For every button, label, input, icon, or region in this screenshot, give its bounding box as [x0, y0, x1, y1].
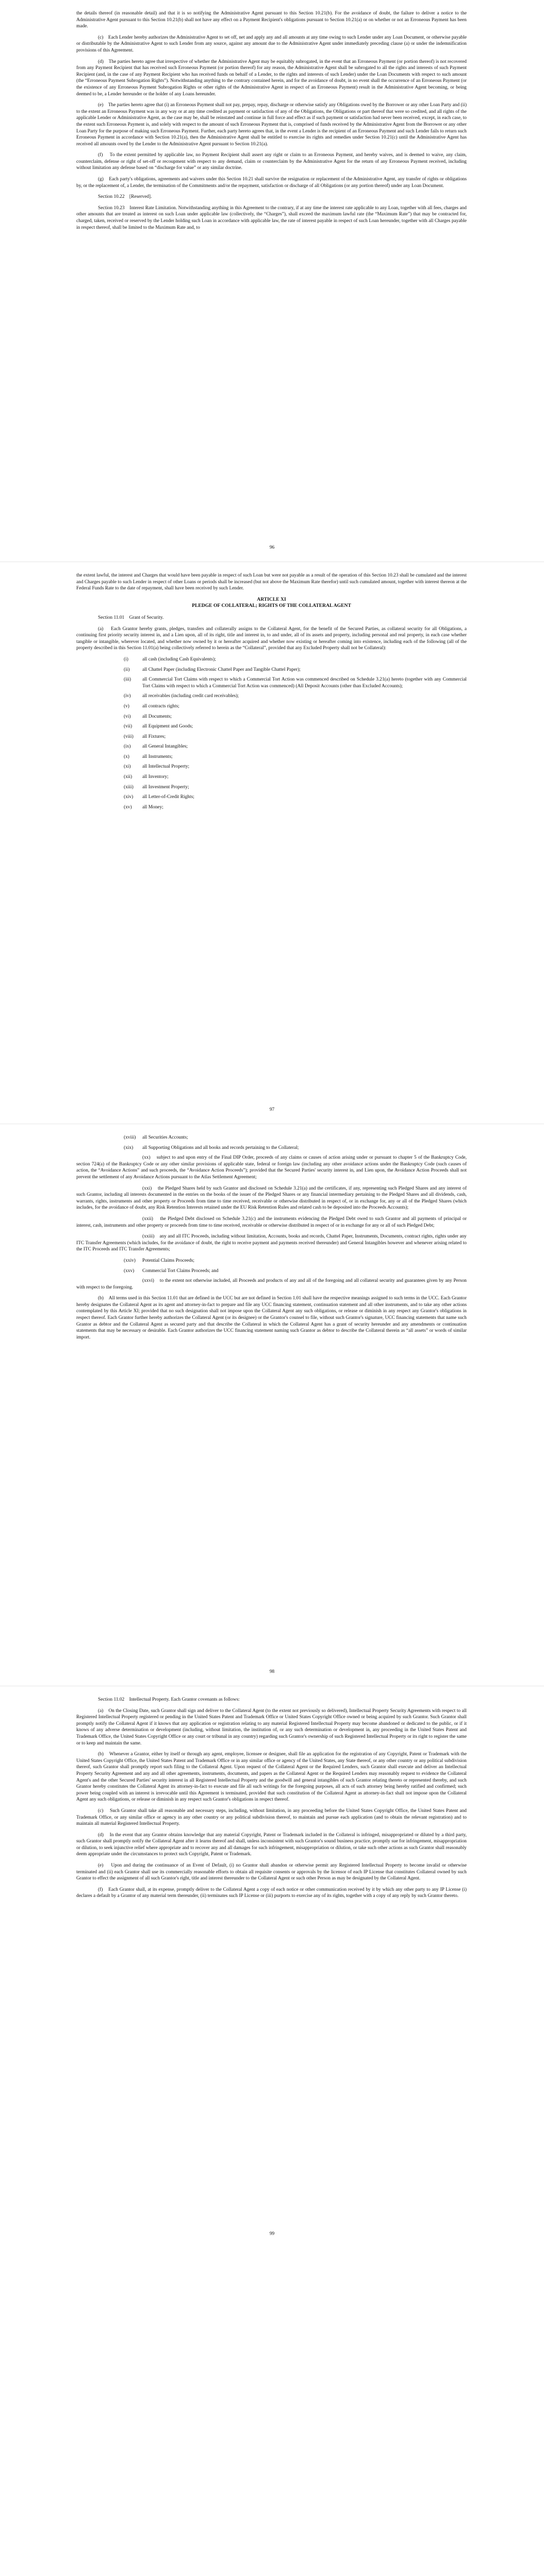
list-item: (xv) all Money;: [124, 804, 163, 810]
list-item: (xi) all Intellectual Property;: [124, 764, 190, 770]
list-item: (xxiv) Potential Claims Proceeds;: [124, 1258, 195, 1263]
paragraph: (e) The parties hereto agree that (i) an Erroneous Payment shall not pay, prepay, repay, discharge or otherwise satisfy any Obligations owed by the Borrower or any other Loan Party and (ii) to the extent an Erroneous Payment was in any way or at any time credited as payment or satisfaction of any of the Obligations, the Obligations or part thereof that were so credited, and all rights of the applicable Lender or Administrative Agent, as the case may be, shall be reinstated and continue in full force and effect as if such payment or satisfaction had never been received, except, in each case, to the extent such Erroneous Payment is, and solely with respect to the amount of such Erroneous Payment that is, comprised of funds received by the Administrative Agent from the Borrower or any other Loan Party for the purpose of making such Erroneous Payment. Further, each party hereto agrees that, in the event a Lender is the recipient of an Erroneous Payment and such Lender fails to return such Erroneous Payment in accordance with Section 10.21(a), then the Administrative Agent shall be entitled to exercise its rights and remedies under Section 10.21(c) until the Administrative Agent has received all amounts owed by the Lender to the Administrative Agent pursuant to Section 10.21(a).: [76, 103, 467, 147]
paragraph: (f) Each Grantor shall, at its expense, promptly deliver to the Collateral Agent a copy of each notice or other communication received by it by which any other party to any IP License (i) declares a default by a Grantor of any material term thereunder, (ii) terminates such IP License or (iii) purports to exercise any of its rights, together with a copy of any reply by such Grantor thereto.: [76, 1887, 467, 1899]
list-item: (viii) all Fixtures;: [124, 734, 166, 739]
page-98: [0, 1124, 544, 1686]
list-item: (xiv) all Letter-of-Credit Rights;: [124, 794, 194, 800]
list-item: (xx) subject to and upon entry of the Final DIP Order, proceeds of any claims or causes of action arising under or pursuant to chapter 5 of the Bankruptcy Code, section 724(a) of the Bankruptcy Code or any other similar provisions of applicable state, federal or foreign law (including any other avoidance actions under the Bankruptcy Code (such causes of action, the “Avoidance Actions” and such proceeds, the “Avoidance Action Proceeds”); provided that the Secured Parties' security interest in, and Lien upon, the Avoidance Action Proceeds shall not prevent the settlement of any Avoidance Actions pursuant to the Atlas Settlement Agreement;: [76, 1155, 467, 1180]
list-item: (xviii) all Securities Accounts;: [124, 1135, 188, 1140]
paragraph: (e) Upon and during the continuance of an Event of Default, (i) no Grantor shall abandon or otherwise permit any Registered Intellectual Property to become invalid or otherwise terminated and (ii) each Grantor shall use its commercially reasonable efforts to obtain all requisite consents or approvals by the licensor of each IP License that constitutes Collateral owned by such Grantor to effect the assignment of all such Grantor's right, title and interest thereunder to the Collateral Agent or such other Person as may be designated by the Collateral Agent.: [76, 1863, 467, 1882]
list-item: (xix) all Supporting Obligations and all books and records pertaining to the Collateral;: [124, 1145, 299, 1150]
paragraph: (g) Each party's obligations, agreements and waivers under this Section 10.21 shall survive the resignation or replacement of the Administrative Agent, any transfer of rights or obligations by, or the replacement of, a Lender, the termination of the Commitments and/or the repayment, satisfaction or discharge of all Obligations (or any portion thereof) under any Loan Document.: [76, 177, 467, 189]
list-item: (i) all cash (including Cash Equivalents);: [124, 656, 216, 662]
list-item: (xxii) the Pledged Debt disclosed on Schedule 3.21(c) and the instruments evidencing the Pledged Debt owed to such Grantor and all payments of principal or interest, cash, instruments and other property or proceeds from time to time received, receivable or otherwise distributed in respect of or in exchange for any or all of such Pledged Debt;: [76, 1216, 467, 1228]
paragraph: (a) Each Grantor hereby grants, pledges, transfers and collaterally assigns to the Collateral Agent, for the benefit of the Secured Parties, as collateral security for all Obligations, a continuing first priority security interest in, and a Lien upon, all of its right, title and interest in, to and under, all of its assets and property, including personal and real property, in each case whether tangible or intangible, wherever located, and whether now owned by it or hereafter acquired and whether now existing or hereafter coming into existence, including each of the following (all of the property described in this Section 11.01(a) being collectively referred to herein as the “Collateral”, provided that any Excluded Property shall not be Collateral):: [76, 626, 467, 651]
section-heading: Section 11.01 Grant of Security.: [98, 615, 164, 620]
list-item: (xii) all Inventory;: [124, 774, 169, 780]
paragraph: the extent lawful, the interest and Charges that would have been payable in respect of such Loan but were not payable as a result of the operation of this Section 10.23 shall be cumulated and the interest and Charges payable to such Lender in respect of other Loans or periods shall be increased (but not above the Maximum Rate therefor) until such cumulated amount, together with interest thereon at the Federal Funds Rate to the date of repayment, shall have been received by such Lender.: [76, 573, 467, 591]
paragraph: (c) Such Grantor shall take all reasonable and necessary steps, including, without limitation, in any proceeding before the United States Copyright Office, the United States Patent and Trademark Office, or any similar office or agency in any other country or any political subdivision thereof, to maintain and pursue each application (and to obtain the relevant registration) and to maintain all material Registered Intellectual Property.: [76, 1808, 467, 1827]
page-99: [0, 1686, 544, 2248]
list-item: (xxiii) any and all ITC Proceeds, including without limitation, Accounts, books and records, Chattel Paper, Instruments, Documents, contract rights, rights under any ITC Transfer Agreements (which includes, for the avoidance of doubt, the right to receive payment and payments received thereunder) and General Intangibles however and whenever arising related to the ITC Proceeds and ITC Transfer Agreements;: [76, 1234, 467, 1252]
page-number: 98: [269, 1669, 275, 1674]
list-item: (iv) all receivables (including credit card receivables);: [124, 693, 239, 699]
section-heading: Section 10.22 [Reserved].: [98, 194, 152, 200]
paragraph: (f) To the extent permitted by applicable law, no Payment Recipient shall assert any right or claim to an Erroneous Payment, and hereby waives, and is deemed to waive, any claim, counterclaim, defense or right of set-off or recoupment with respect to any demand, claim or counterclaim by the Administrative Agent for the return of any Erroneous Payment received, including without limitation any defense based on “discharge for value” or any similar doctrine.: [76, 152, 467, 171]
page-97: [0, 562, 544, 1124]
article-title: PLEDGE OF COLLATERAL; RIGHTS OF THE COLLATERAL AGENT: [192, 603, 351, 609]
paragraph: (d) The parties hereto agree that irrespective of whether the Administrative Agent may be equitably subrogated, in the event that an Erroneous Payment (or portion thereof) is not recovered from any Payment Recipient that has received such Erroneous Payment (or portion thereof) for any reason, the Administrative Agent shall be subrogated to all the rights and interests of such Payment Recipient (and, in the case of any Payment Recipient who has received funds on behalf of a Lender, to the rights and interests of such Lender) under the Loan Documents with respect to such amount (the “Erroneous Payment Subrogation Rights”). Notwithstanding anything to the contrary contained herein, and for the avoidance of doubt, in no event shall the occurrence of an Erroneous Payment (or the existence of any Erroneous Payment Subrogation Rights or other rights of the Administrative Agent in respect of an Erroneous Payment) result in the Administrative Agent becoming, or being deemed to be, a Lender hereunder or the holder of any Loans hereunder.: [76, 59, 467, 97]
page-96: [0, 0, 544, 562]
list-item: (vi) all Documents;: [124, 714, 172, 719]
section-heading: Section 11.02 Intellectual Property. Each Grantor covenants as follows:: [98, 1697, 240, 1702]
page-number: 96: [269, 545, 275, 550]
page-number: 99: [269, 2231, 275, 2236]
paragraph: (c) Each Lender hereby authorizes the Administrative Agent to set off, net and apply any and all amounts at any time owing to such Lender under any Loan Document, or otherwise payable or distributable by the Administrative Agent to such Lender from any source, against any amount due to the Administrative Agent under immediately preceding clause (a) or under the indemnification provisions of this Agreement.: [76, 35, 467, 53]
list-item: (xxvi) to the extent not otherwise included, all Proceeds and products of any and all of the foregoing and all collateral security and guarantees given by any Person with respect to the foregoing.: [76, 1278, 467, 1290]
list-item: (ix) all General Intangibles;: [124, 744, 188, 750]
list-item: (vii) all Equipment and Goods;: [124, 724, 193, 730]
list-item: (x) all Instruments;: [124, 754, 173, 759]
list-item: (xxi) the Pledged Shares held by such Grantor and disclosed on Schedule 3.21(a) and the certificates, if any, representing such Pledged Shares and any interest of such Grantor, including all interests documented in the entries on the books of the issuer of the Pledged Shares or any financial intermediary pertaining to the Pledged Shares and all dividends, cash, warrants, rights, instruments and other property or Proceeds from time to time received, receivable or otherwise distributed in respect of, or in exchange for, any or all of the Pledged Shares (which includes, for the avoidance of doubt, any Risk Retention Interests retained under the EU Risk Retention Rules and related cash to be deposited into the Proceeds Accounts);: [76, 1185, 467, 1211]
list-item: (iii) all Commercial Tort Claims with respect to which a Commercial Tort Action was commenced described on Schedule 3.21(a) hereto (together with any Commercial Tort Claims with respect to which a Commercial Tort Action was commenced) (All Deposit Accounts (other than Excluded Accounts);: [124, 677, 467, 689]
paragraph: (a) On the Closing Date, such Grantor shall sign and deliver to the Collateral Agent (to the extent not previously so delivered), Intellectual Property Security Agreements with respect to all Registered Intellectual Property registered or pending in the United States Patent and Trademark Office or United States Copyright Office owned or being acquired by such Grantor. Such Grantor shall promptly notify the Collateral Agent if it knows that any application or registration relating to any material Registered Intellectual Property may become abandoned or dedicated to the public, or if it knows of any adverse determination or development (including, without limitation, the institution of, or any such determination or development in, any proceeding in the United States Patent and Trademark Office, the United States Copyright Office or any court or tribunal in any country) regarding such Grantor's ownership of such Registered Intellectual Property or its right to register the same or to keep and maintain the same.: [76, 1708, 467, 1746]
list-item: (xiii) all Investment Property;: [124, 784, 189, 790]
list-item: (v) all contracts rights;: [124, 703, 179, 709]
paragraph: (d) In the event that any Grantor obtains knowledge that any material Copyright, Patent or Trademark included in the Collateral is infringed, misappropriated or diluted by a third party, such Grantor shall promptly notify the Collateral Agent after it learns thereof and shall, unless inconsistent with such Grantor's sound business practice, promptly sue for infringement, misappropriation or dilution, to seek injunctive relief where appropriate and to recover any and all damages for such infringement, misappropriation or dilution, or take such other actions as such Grantor shall reasonably deem appropriate under the circumstances to protect such Copyright, Patent or Trademark.: [76, 1832, 467, 1857]
paragraph: (b) Whenever a Grantor, either by itself or through any agent, employee, licensee or designee, shall file an application for the registration of any Copyright, Patent or Trademark with the United States Copyright Office, the United States Patent and Trademark Office or in any similar office or agency of the United States, any State thereof, or any other country or any political subdivision thereof, such Grantor shall promptly report such filing to the Collateral Agent. Upon request of the Collateral Agent or the Required Lenders, such Grantor shall execute and deliver an Intellectual Property Security Agreement and any and all other agreements, instruments, documents, and papers as the Collateral Agent or the Required Lenders may reasonably request to evidence the Collateral Agent's and the other Secured Parties' security interest in all Registered Intellectual Property and the goodwill and general intangibles of such Grantor relating thereto or represented thereby, and such Grantor hereby constitutes the Collateral Agent its attorney-in-fact to execute and file all such writings for the foregoing purposes, all acts of such attorney being hereby ratified and confirmed; such power being coupled with an interest is irrevocable until this Agreement is terminated, provided that such constitution of the Collateral Agent as attorney-in-fact shall not impose upon the Collateral Agent any such obligations, or release or diminish in any respect such Grantor's obligations in respect thereof.: [76, 1752, 467, 1803]
list-item: (ii) all Chattel Paper (including Electronic Chattel Paper and Tangible Chattel Paper);: [124, 667, 301, 672]
article-number: ARTICLE XI: [257, 596, 286, 602]
paragraph: Section 10.23 Interest Rate Limitation. Notwithstanding anything in this Agreement to the contrary, if at any time the interest rate applicable to any Loan, together with all fees, charges and other amounts that are treated as interest on such Loan under applicable law (collectively, the “Charges”), shall exceed the maximum lawful rate (the “Maximum Rate”) that may be contracted for, charged, taken, received or reserved by the Lender holding such Loan in accordance with applicable law, the rate of interest payable in respect of such Loan hereunder, together with all Charges payable in respect thereof, shall be limited to the Maximum Rate and, to: [76, 205, 467, 230]
paragraph: the details thereof (in reasonable detail) and that it is so notifying the Administrative Agent pursuant to this Section 10.21(b). For the avoidance of doubt, the failure to deliver a notice to the Administrative Agent pursuant to this Section 10.21(b) shall not have any effect on a Payment Recipient's obligations pursuant to Section 10.21(a) or on whether or not an Erroneous Payment has been made.: [76, 11, 467, 29]
list-item: (xxv) Commercial Tort Claims Proceeds; and: [124, 1268, 219, 1274]
page-number: 97: [269, 1107, 275, 1112]
paragraph: (b) All terms used in this Section 11.01 that are defined in the UCC but are not defined in Section 1.01 shall have the respective meanings assigned to such terms in the UCC. Each Grantor hereby designates the Collateral Agent as its agent and attorney-in-fact to prepare and file any UCC financing statement, continuation statement and all other instruments, and to take any other actions contemplated by this Article XI; provided that no such designation shall not impose upon the Collateral Agent any such obligations, or release or diminish in any respect any Grantor's obligations in respect thereof. Each Grantor further hereby authorizes the Collateral Agent (or its designee) or the Grantor's counsel to file, without such Grantor's signature, UCC financing statements that name such Grantor as debtor and the Collateral Agent as secured party and that describe the Collateral in which the Collateral Agent has a grant of security hereunder and any amendments or continuation statements that may be necessary or desirable. Each Grantor authorizes the UCC financing statement naming such Grantor as debtor to describe the Collateral therein as “all assets” or words of similar import.: [76, 1296, 467, 1340]
